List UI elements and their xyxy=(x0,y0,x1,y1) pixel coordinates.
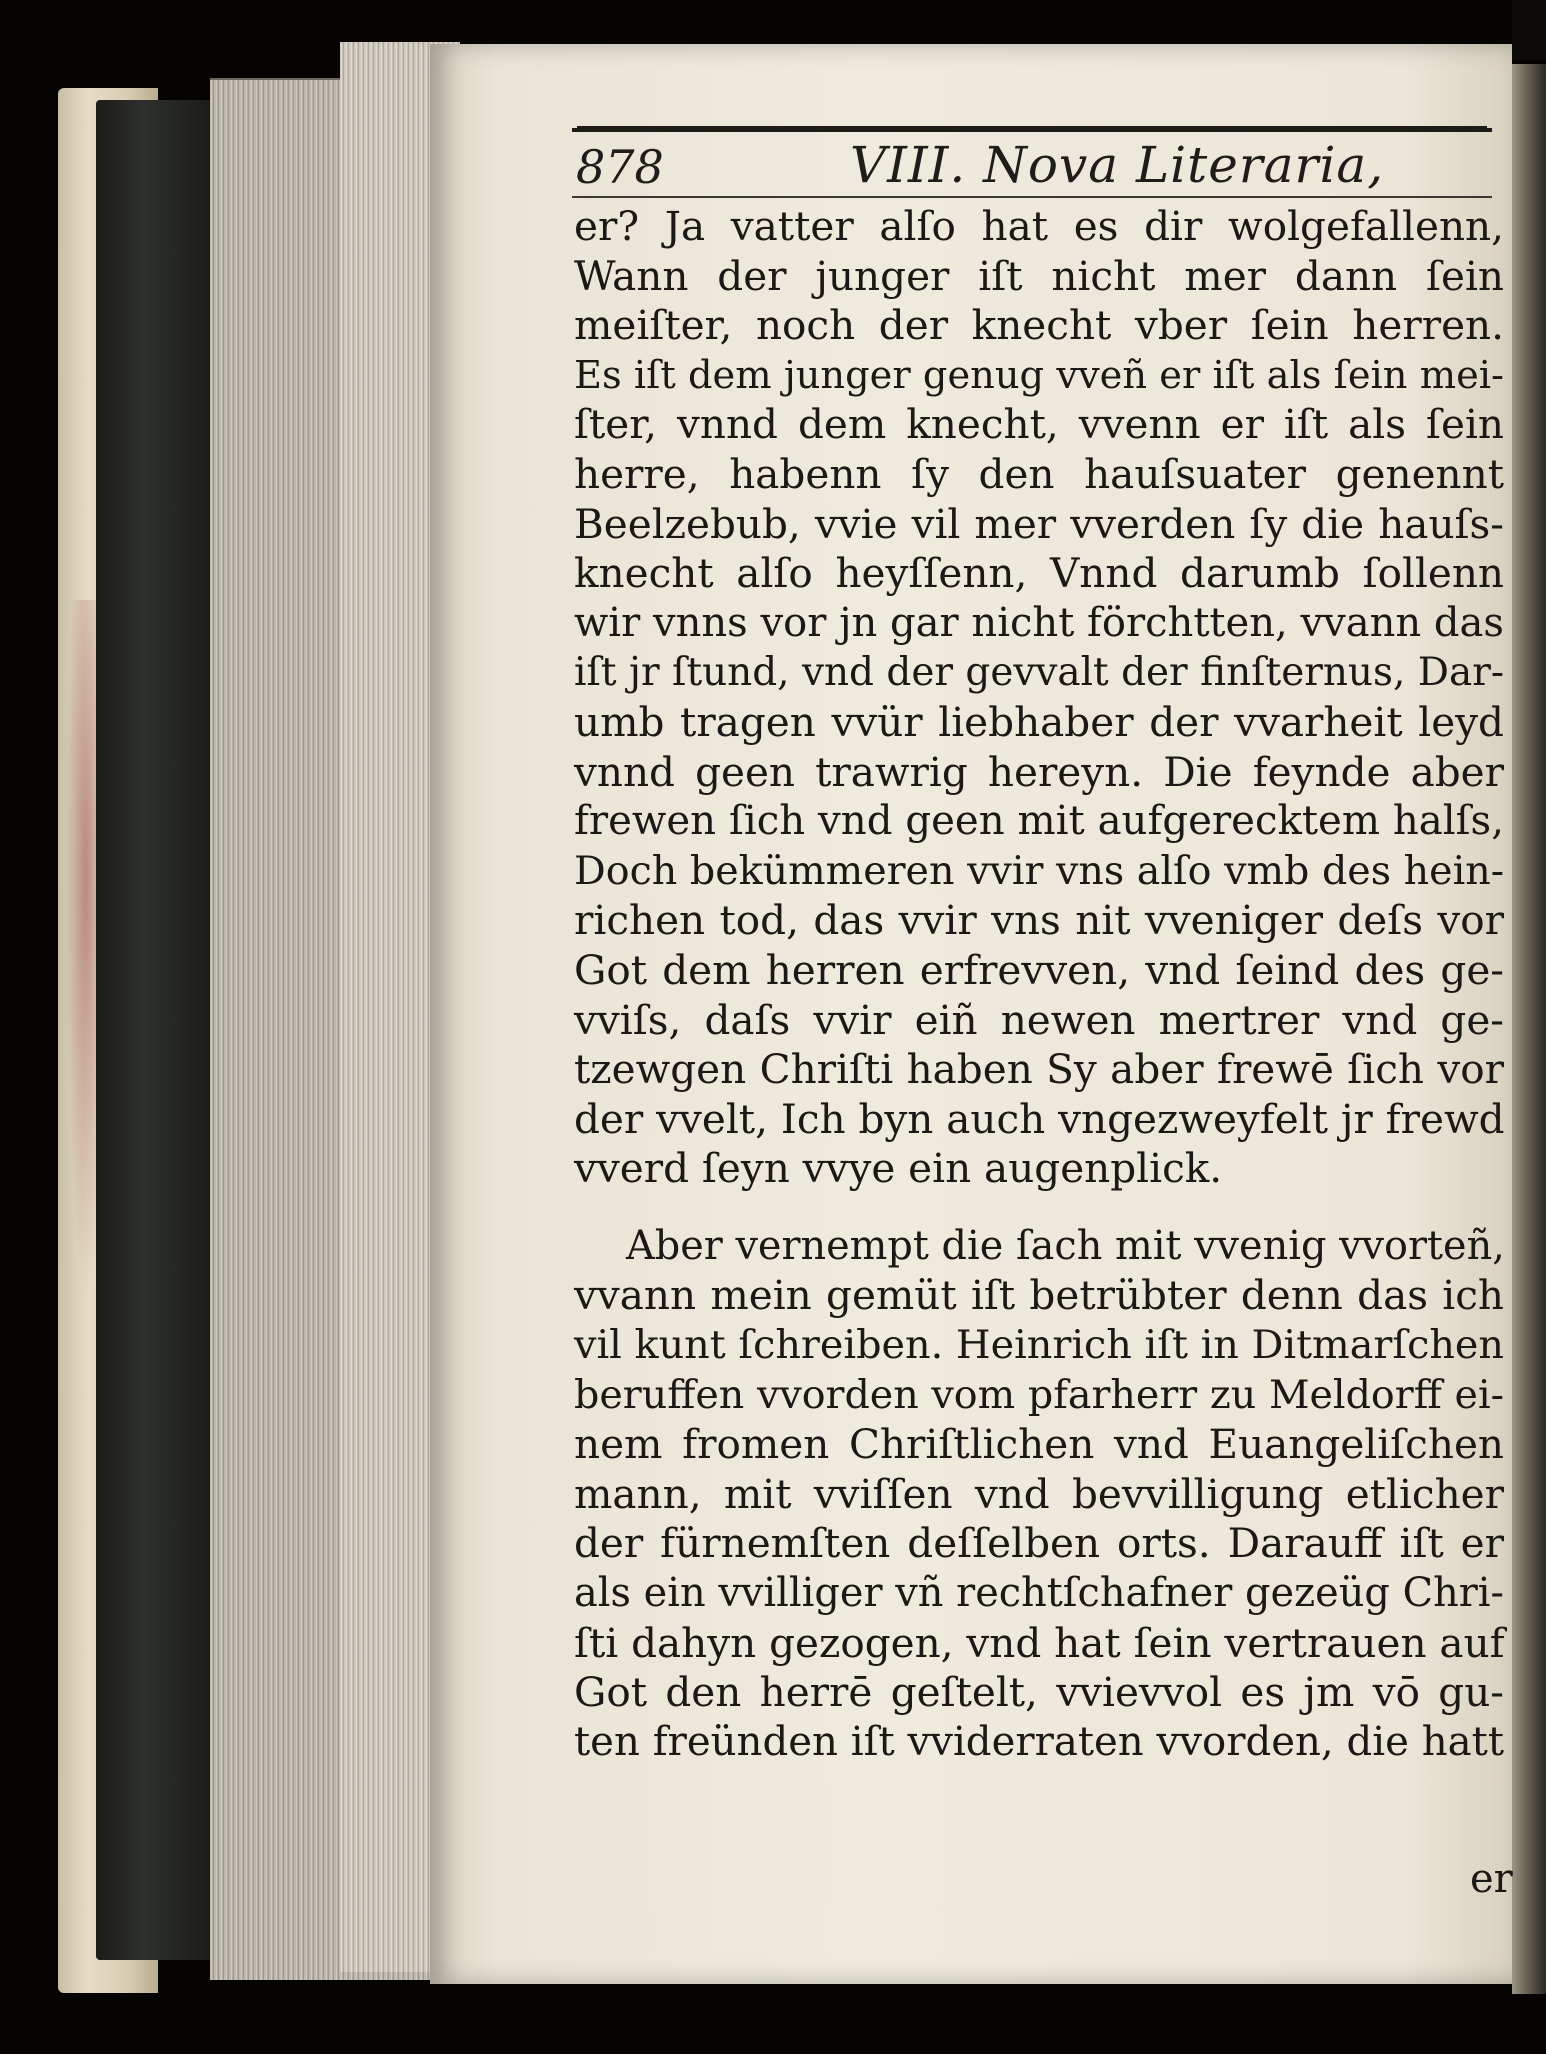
text-line: frewen ſich vnd geen mit aufgerecktem halſs, xyxy=(574,798,1504,845)
text-line: tzewgen Chriſti haben Sy aber frewē ſich vor xyxy=(574,1045,1504,1094)
text-line: ſti dahyn gezogen, vnd hat ſein vertrauen auf xyxy=(574,1618,1505,1667)
text-line: ſter, vnnd dem knecht, vvenn er iſt als ſein xyxy=(574,400,1504,449)
paragraph-gap xyxy=(574,1194,1504,1222)
text-line: Got den herrē geſtelt, vvievvol es jm vō gu- xyxy=(574,1668,1504,1717)
paragraph-2 xyxy=(574,1222,1504,1768)
text-line: der vvelt, Ich byn auch vngezweyfelt jr frewd xyxy=(574,1094,1505,1143)
paragraph-1 xyxy=(574,202,1504,1194)
text-line: Wann der junger iſt nicht mer dann ſein xyxy=(574,251,1504,300)
text-line: iſt jr ſtund, vnd der gevvalt der finſternus, Dar- xyxy=(574,650,1504,696)
text-line: beruffen vvorden vom pfarherr zu Meldorff ei- xyxy=(574,1371,1504,1418)
text-line: richen tod, das vvir vns nit vveniger deſs vor xyxy=(574,896,1504,945)
text-line: vverd ſeyn vvye ein augenplick. xyxy=(574,1144,1223,1193)
text-line: ten freünden iſt vviderraten vvorden, die hatt xyxy=(574,1718,1504,1765)
text-line: Got dem herren erfrevven, vnd ſeind des ge- xyxy=(574,945,1504,994)
text-line: umb tragen vvür liebhaber der vvarheit leyd xyxy=(574,697,1504,746)
catchword: er xyxy=(1470,1856,1513,1902)
text-line: knecht alſo heyſſenn, Vnnd darumb ſollenn xyxy=(574,549,1504,598)
text-line: Aber vernempt die ſach mit vvenig vvorteñ, xyxy=(626,1222,1505,1269)
text-line: vvann mein gemüt iſt betrübter denn das ich xyxy=(574,1271,1504,1320)
text-line: meiſter, noch der knecht vber ſein herren. xyxy=(574,301,1504,350)
page-number: 878 xyxy=(576,140,664,194)
text-line: mann, mit vviſſen vnd bevvilligung etlicher xyxy=(574,1469,1504,1518)
text-line: Es iſt dem junger genug vveñ er iſt als ſein mei- xyxy=(574,352,1504,398)
text-line: wir vnns vor jn gar nicht förchtten, vvann das xyxy=(574,599,1504,646)
page-gutter-right xyxy=(1512,64,1546,1994)
text-line: vviſs, daſs vvir eiñ newen mertrer vnd ge- xyxy=(574,995,1504,1044)
text-line: Doch bekümmeren vvir vns alſo vmb des hein- xyxy=(574,847,1505,894)
running-head: VIII. Nova Literaria, xyxy=(850,136,1385,194)
text-line: Beelzebub, vvie vil mer vverden ſy die hauſs- xyxy=(574,499,1504,548)
body-text xyxy=(574,202,1504,1767)
text-line: er? Ja vatter alſo hat es dir wolgefallenn, xyxy=(574,202,1504,250)
book-board xyxy=(96,100,216,1960)
text-line: vil kunt ſchreiben. Heinrich iſt in Ditmarſchen xyxy=(574,1322,1504,1369)
text-line: nem fromen Chriſtlichen vnd Euangeliſchen xyxy=(574,1420,1504,1469)
text-line: als ein vvilliger vñ rechtſchafner gezeüg Chri- xyxy=(574,1570,1504,1617)
text-line: vnnd geen trawrig hereyn. Die feynde aber xyxy=(574,747,1504,796)
text-line: der fürnemſten deſſelben orts. Darauff iſt er xyxy=(574,1519,1504,1568)
header-rule xyxy=(572,196,1492,198)
corner-shadow xyxy=(1512,0,1546,60)
page-header xyxy=(572,128,1492,194)
text-line: herre, habenn ſy den hauſsuater genennt xyxy=(574,449,1504,498)
